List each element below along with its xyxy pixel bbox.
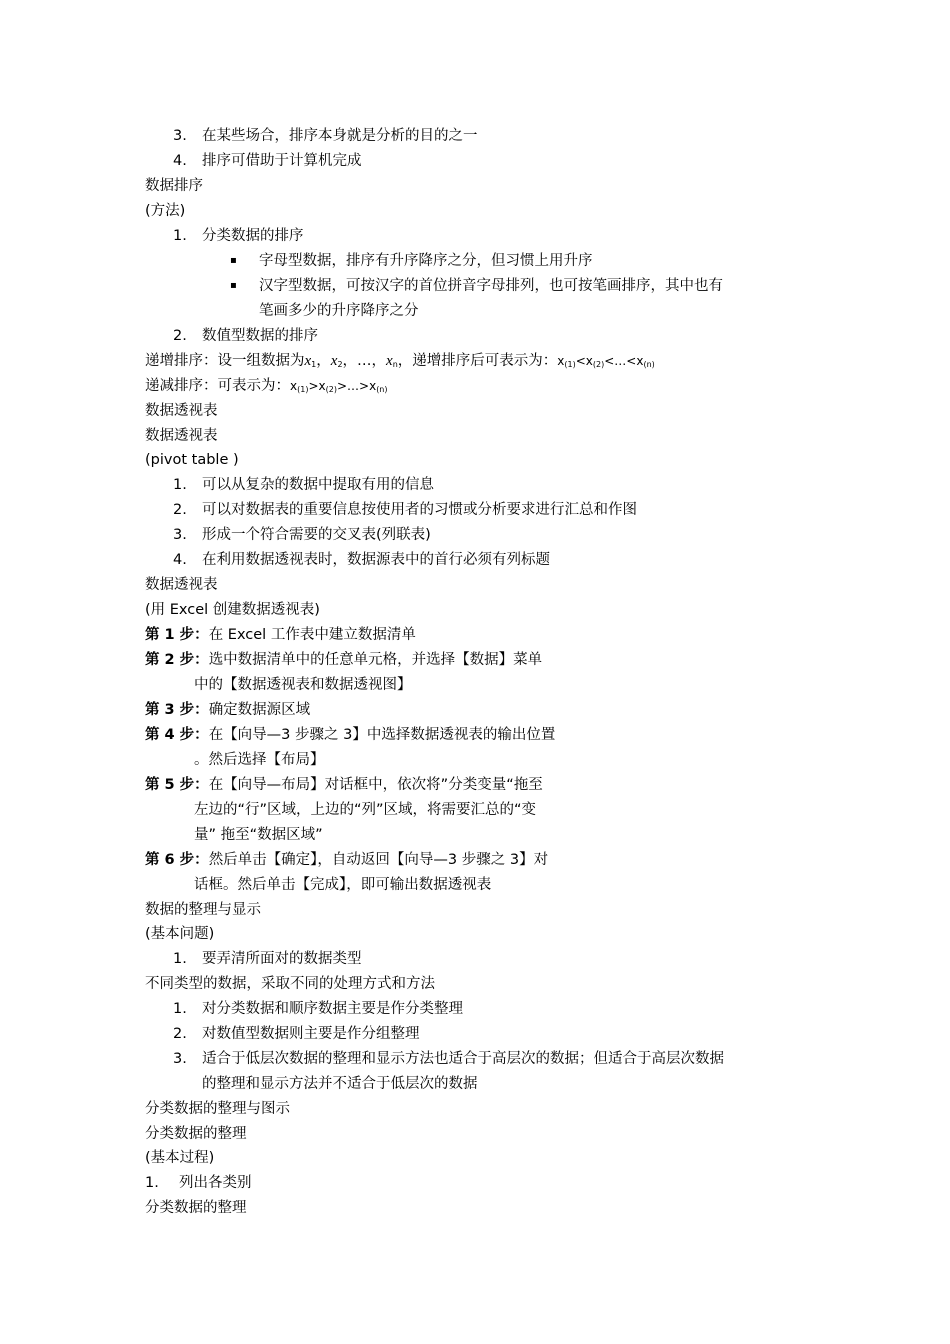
paragraph-text: 分类数据的整理与图示 <box>145 1101 290 1117</box>
list-number: 3. <box>173 1051 187 1067</box>
step-line <box>145 625 416 645</box>
paragraph-text: 递增排序：设一组数据为$x_1$，$x_2$，…，$x_n$，递增排序后可表示为：$x_{(1)}<x_{(2)}<\dots<x_{(n)}$ <box>145 353 655 369</box>
step-continuation: 中的【数据透视表和数据透视图】 <box>194 677 412 693</box>
paragraph-text: (用 Excel 创建数据透视表) <box>145 602 320 618</box>
list-item-text: 可以从复杂的数据中提取有用的信息 <box>202 477 434 493</box>
step-text: 在【向导—布局】对话框中，依次将”分类变量“拖至 <box>208 777 543 793</box>
list-item-text: 对分类数据和顺序数据主要是作分类整理 <box>202 1001 463 1017</box>
step-text: 然后单击【确定】，自动返回【向导—3 步骤之 3】对 <box>208 852 549 868</box>
list-number: 4. <box>173 153 187 169</box>
list-number: 2. <box>173 1026 187 1042</box>
paragraph-text: (基本问题) <box>145 926 215 942</box>
list-item-text: 适合于低层次数据的整理和显示方法也适合于高层次的数据；但适合于高层次数据 <box>202 1051 724 1067</box>
list-item-text: 列出各类别 <box>179 1175 252 1191</box>
list-item-text: 要弄清所面对的数据类型 <box>202 951 362 967</box>
step-label: 第 5 步： <box>145 777 209 793</box>
list-number: 2. <box>173 328 187 344</box>
list-number: 1. <box>173 228 187 244</box>
list-item-text: 在利用数据透视表时，数据源表中的首行必须有列标题 <box>202 552 550 568</box>
step-label: 第 6 步： <box>145 852 209 868</box>
list-item-text: 对数值型数据则主要是作分组整理 <box>202 1026 420 1042</box>
list-item-text: 分类数据的排序 <box>202 228 304 244</box>
square-bullet-icon: ▪ <box>230 255 237 266</box>
paragraph-text: 不同类型的数据，采取不同的处理方式和方法 <box>145 976 435 992</box>
list-number: 2. <box>173 502 187 518</box>
square-bullet-icon: ▪ <box>230 280 237 291</box>
list-item-text: 可以对数据表的重要信息按使用者的习惯或分析要求进行汇总和作图 <box>202 502 637 518</box>
paragraph-text: (方法) <box>145 203 186 219</box>
list-number: 1. <box>173 951 187 967</box>
list-item-text: 数值型数据的排序 <box>202 328 318 344</box>
bullet-text: 字母型数据，排序有升序降序之分，但习惯上用升序 <box>259 253 593 269</box>
step-text: 在【向导—3 步骤之 3】中选择数据透视表的输出位置 <box>208 727 556 743</box>
step-continuation: 左边的“行”区域，上边的“列”区域，将需要汇总的“变 <box>194 802 537 818</box>
step-text: 选中数据清单中的任意单元格，并选择【数据】菜单 <box>208 652 543 668</box>
list-item-text: 形成一个符合需要的交叉表(列联表) <box>202 527 431 543</box>
step-line <box>145 700 310 720</box>
step-line <box>145 725 555 745</box>
step-continuation: 量” 拖至“数据区域” <box>194 827 323 843</box>
bullet-text: 笔画多少的升序降序之分 <box>259 303 419 319</box>
paragraph-text: 数据透视表 <box>145 428 218 444</box>
paragraph-text: 分类数据的整理 <box>145 1126 247 1142</box>
step-continuation: 。然后选择【布局】 <box>194 752 325 768</box>
paragraph-text: 递减排序：可表示为：$x_{(1)}>x_{(2)}>\dots>x_{(n)}$ <box>145 378 388 394</box>
bullet-text: 汉字型数据，可按汉字的首位拼音字母排列，也可按笔画排序，其中也有 <box>259 278 723 294</box>
step-text: 在 Excel 工作表中建立数据清单 <box>208 627 416 643</box>
step-label: 第 4 步： <box>145 727 209 743</box>
list-item-text: 在某些场合，排序本身就是分析的目的之一 <box>202 128 478 144</box>
step-continuation: 话框。然后单击【完成】，即可输出数据透视表 <box>194 877 492 893</box>
list-number: 3. <box>173 128 187 144</box>
step-line <box>145 650 542 670</box>
paragraph-text: 数据的整理与显示 <box>145 902 261 918</box>
paragraph-text: 数据透视表 <box>145 577 218 593</box>
list-number: 4. <box>173 552 187 568</box>
step-label: 第 1 步： <box>145 627 209 643</box>
list-number: 1. <box>173 1001 187 1017</box>
paragraph-text: 分类数据的整理 <box>145 1200 247 1216</box>
list-number: 1. <box>145 1175 159 1191</box>
paragraph-text: (pivot table ) <box>145 452 239 468</box>
list-number: 1. <box>173 477 187 493</box>
list-number: 3. <box>173 527 187 543</box>
list-item-text: 的整理和显示方法并不适合于低层次的数据 <box>202 1076 478 1092</box>
step-text: 确定数据源区域 <box>208 702 311 718</box>
paragraph-text: 数据透视表 <box>145 403 218 419</box>
step-label: 第 3 步： <box>145 702 209 718</box>
paragraph-text: (基本过程) <box>145 1150 215 1166</box>
step-line <box>145 775 543 795</box>
step-label: 第 2 步： <box>145 652 209 668</box>
step-line <box>145 850 548 870</box>
list-item-text: 排序可借助于计算机完成 <box>202 153 362 169</box>
paragraph-text: 数据排序 <box>145 178 203 194</box>
